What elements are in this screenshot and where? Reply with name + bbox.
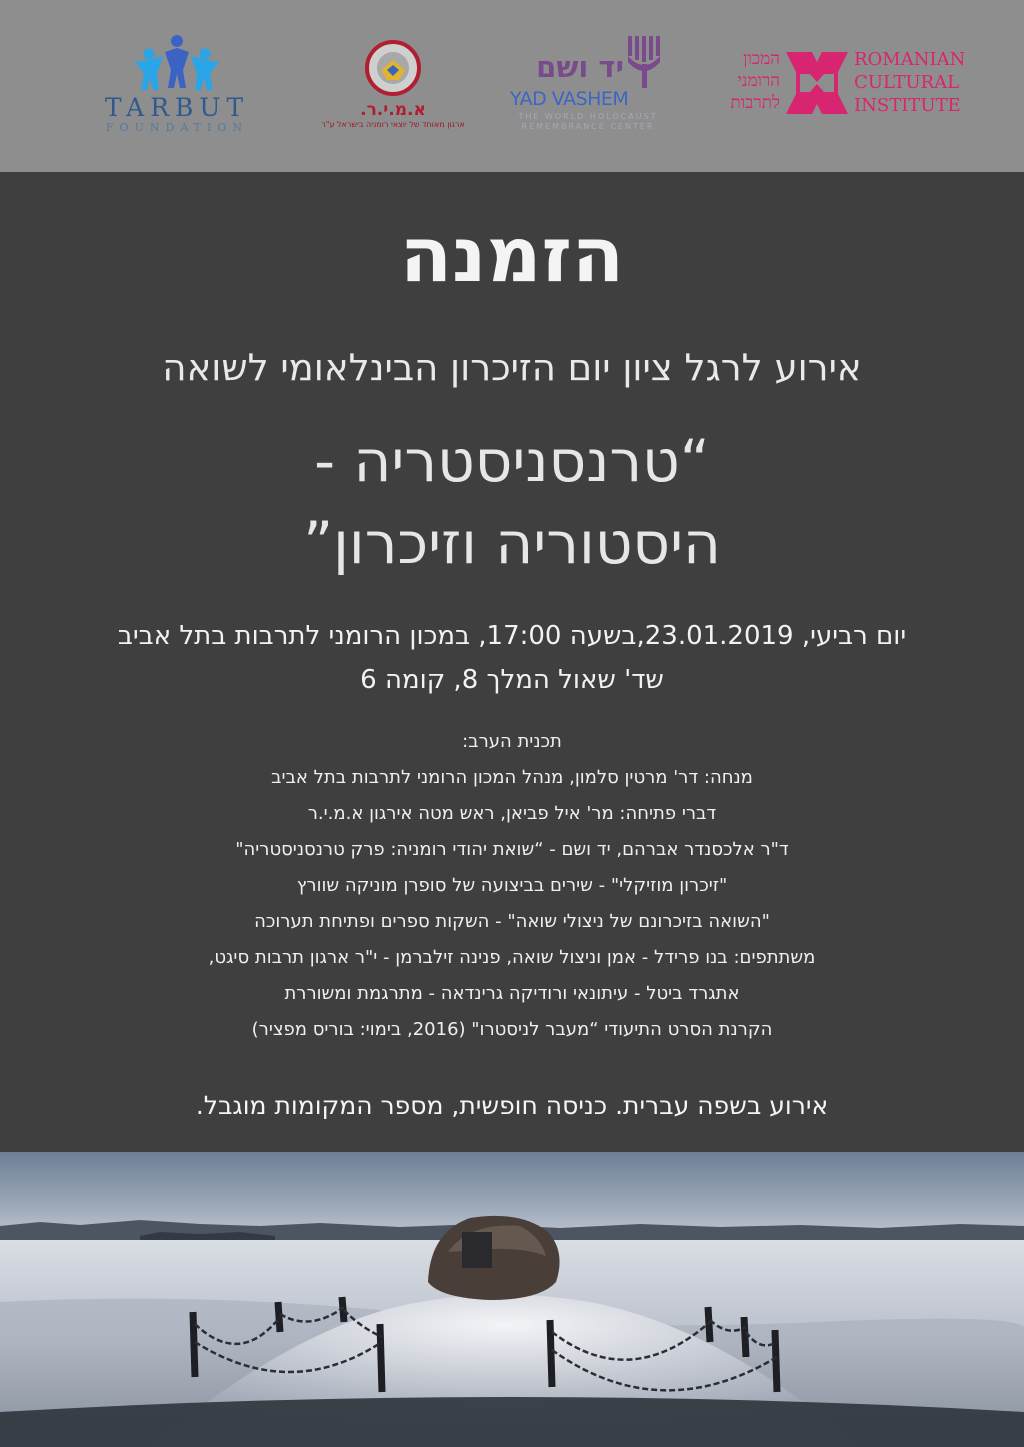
amir-name: א.מ.י.ר. (360, 100, 426, 120)
rci-english-line: CULTURAL (854, 72, 960, 93)
program-item: דברי פתיחה: מר' איל פביאן, ראש מטה אירגון א.מ.י.ר (307, 803, 717, 824)
rci-cross-mark-icon (786, 52, 848, 114)
evening-program (0, 724, 1024, 1048)
program-item: אתגרד ביטל - עיתונאי ורודיקה גרינדאה - מתרגמת ומשוררת (284, 983, 740, 1004)
address-line: שד' שאול המלך 8, קומה 6 (360, 665, 664, 695)
yad-vashem-english: YAD VASHEM (510, 88, 629, 110)
rci-hebrew-line: לתרבות (730, 93, 780, 113)
rci-english-line: ROMANIAN (854, 49, 966, 70)
amir-subtitle: ארגון מאוחד של יוצאי רומניה בישראל ע"ר (321, 120, 465, 129)
yad-vashem-logo (508, 34, 668, 138)
rci-english-name (854, 48, 965, 117)
rci-hebrew-line: המכון (743, 49, 780, 69)
program-item: ד"ר אלכסנדר אברהם, יד ושם - “שואת יהודי רומניה: פרק טרנסניסטריה" (235, 839, 789, 860)
tarbut-name: TARBUT (104, 93, 250, 122)
amir-emblem-icon (365, 40, 421, 96)
yad-vashem-subtitle: THE WORLD HOLOCAUST REMEMBRANCE CENTER (518, 112, 658, 131)
invitation-title: הזמנה (399, 210, 625, 299)
yad-vashem-hebrew: יד ושם (536, 50, 624, 84)
yad-vashem-menorah-icon (626, 34, 666, 90)
program-item: "זיכרון מוזיקלי" - שירים בביצועה של סופרן מוניקה שוורץ (296, 875, 728, 896)
event-date-location (0, 614, 1024, 702)
event-occasion: אירוע לרגל ציון יום הזיכרון הבינלאומי לשואה (162, 346, 862, 389)
amir-logo (300, 40, 486, 136)
rci-hebrew-name (700, 48, 780, 114)
romanian-cultural-institute-logo (700, 48, 990, 124)
tarbut-foundation-logo (96, 34, 258, 134)
film-title-line: היסטוריה וזיכרון” (303, 509, 721, 577)
entry-note: אירוע בשפה עברית. כניסה חופשית, מספר המקומות מוגבל. (195, 1091, 829, 1120)
program-heading: תכנית הערב: (462, 731, 562, 752)
rci-hebrew-line: הרומני (737, 71, 780, 91)
rci-english-line: INSTITUTE (854, 95, 961, 116)
event-film-title (0, 420, 1024, 584)
tarbut-subtitle: FOUNDATION (105, 121, 249, 134)
date-time-line: יום רביעי, 23.01.2019,בשעה 17:00, במכון הרומני לתרבות בתל אביב (117, 621, 907, 651)
program-item: הקרנת הסרט התיעודי “מעבר לניסטרו" (2016, בימוי: בוריס מפציר) (251, 1019, 773, 1040)
program-item: משתתפים: בנו פרידל - אמן וניצול שואה, פנינה זילברמן - י"ר ארגון תרבות סיגט, (208, 947, 816, 968)
memorial-stone-photo (0, 1152, 1024, 1447)
logo-bar (0, 0, 1024, 172)
tarbut-people-icon (127, 34, 227, 92)
film-title-line: “טרנסניסטריה - (314, 427, 710, 495)
program-item: "השואה בזיכרונם של ניצולי שואה" - השקות ספרים ופתיחת תערוכה (254, 911, 770, 932)
program-item: מנחה: דר' מרטין סלמון, מנהל המכון הרומני לתרבות בתל אביב (271, 767, 753, 788)
